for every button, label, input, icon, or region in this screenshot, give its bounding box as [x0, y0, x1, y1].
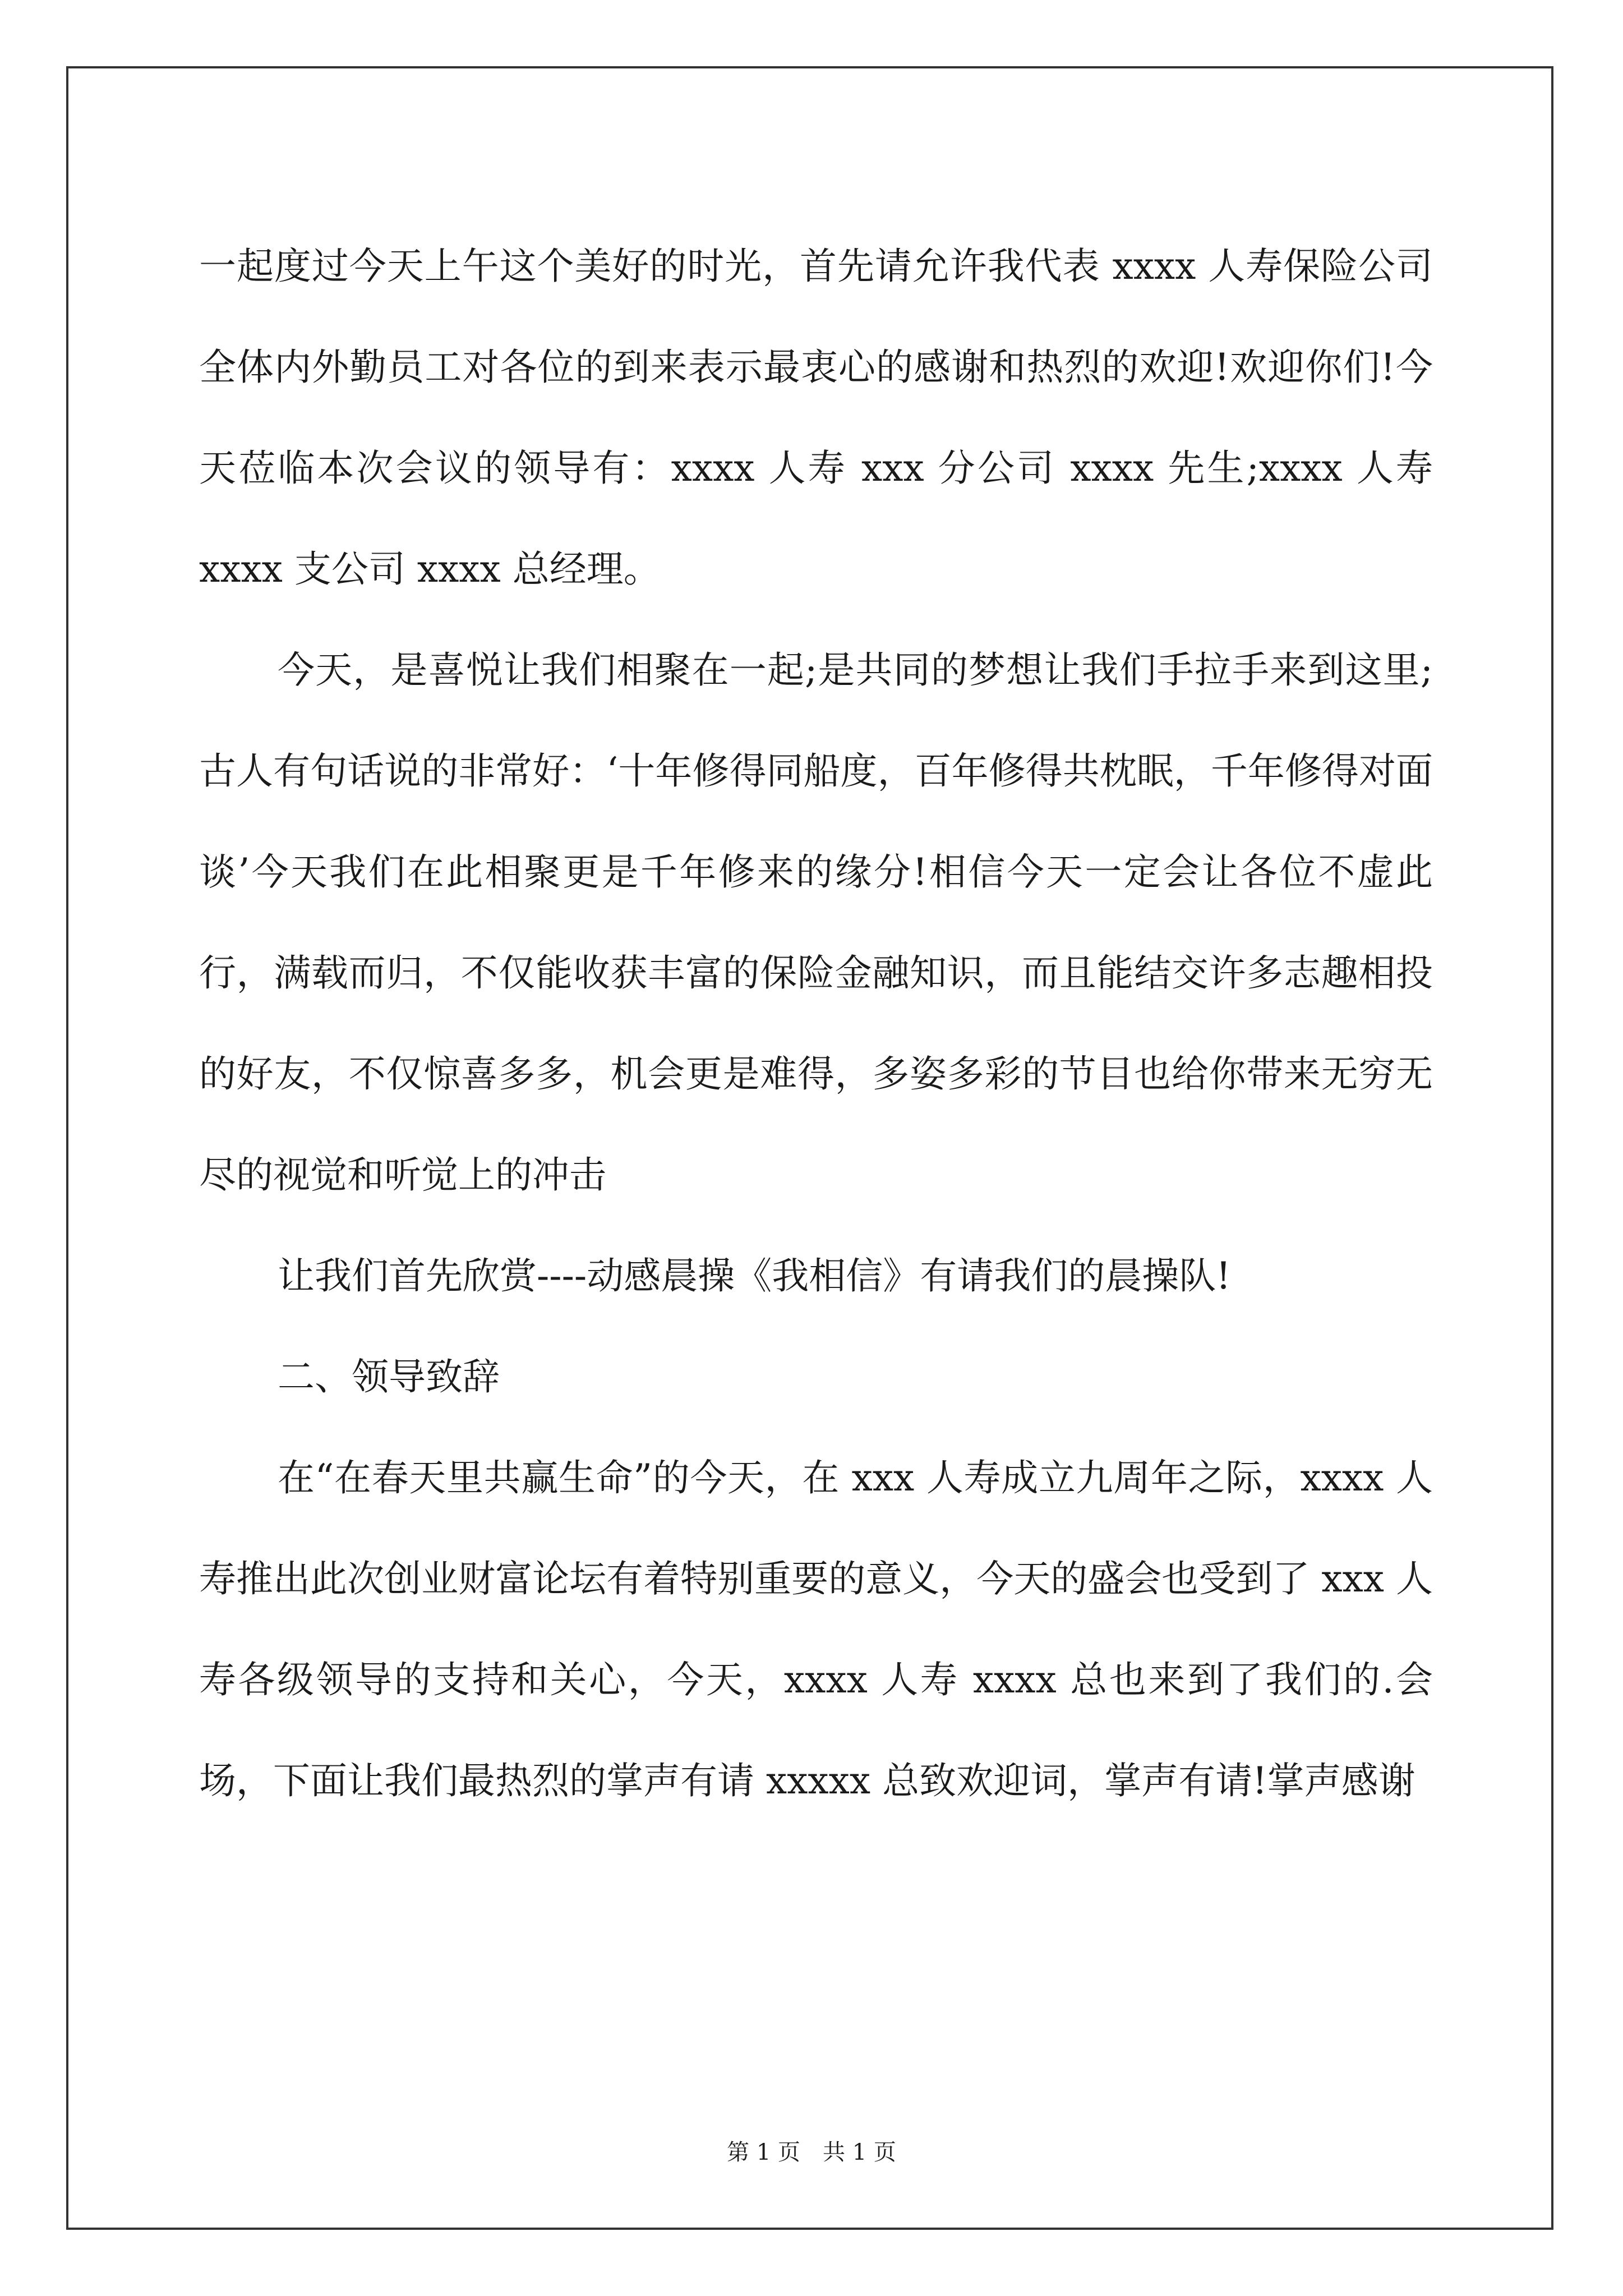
paragraph-opening: 一起度过今天上午这个美好的时光，首先请允许我代表 xxxx 人寿保险公司全体内外勤员工对各位的到来表示最衷心的感谢和热烈的欢迎!欢迎你们!今天莅临本次会议的领导有：xxxx 人寿 xxx 分公司 xxxx 先生;xxxx 人寿 xxxx 支公司 xxxx 总经理。	[199, 245, 1433, 591]
paragraph-gathering: 今天，是喜悦让我们相聚在一起;是共同的梦想让我们手拉手来到这里;古人有句话说的非常好：‘十年修得同船度，百年修得共枕眠，千年修得对面谈’今天我们在此相聚更是千年修来的缘分!相信今天一定会让各位不虚此行，满载而归，不仅能收获丰富的保险金融知识，而且能结交许多志趣相投的好友，不仅惊喜多多，机会更是难得，多姿多彩的节目也给你带来无穷无尽的视觉和听觉上的冲击	[199, 648, 1433, 1197]
paragraph-morning-exercise: 让我们首先欣赏----动感晨操《我相信》有请我们的晨操队!	[278, 1254, 1231, 1297]
paragraph-leader-speech: 在“在春天里共赢生命”的今天，在 xxx 人寿成立九周年之际，xxxx 人寿推出此次创业财富论坛有着特别重要的意义，今天的盛会也受到了 xxx 人寿各级领导的支持和关心，今天，xxxx 人寿 xxxx 总也来到了我们的.会场，下面让我们最热烈的掌声有请 xxxxx 总致欢迎词，掌声有请!掌声感谢	[199, 1456, 1433, 1802]
section-heading-leader-speech: 二、领导致辞	[278, 1355, 500, 1398]
document-body	[199, 216, 1433, 1832]
page-number-footer: 第 1 页 共 1 页	[727, 2139, 896, 2165]
